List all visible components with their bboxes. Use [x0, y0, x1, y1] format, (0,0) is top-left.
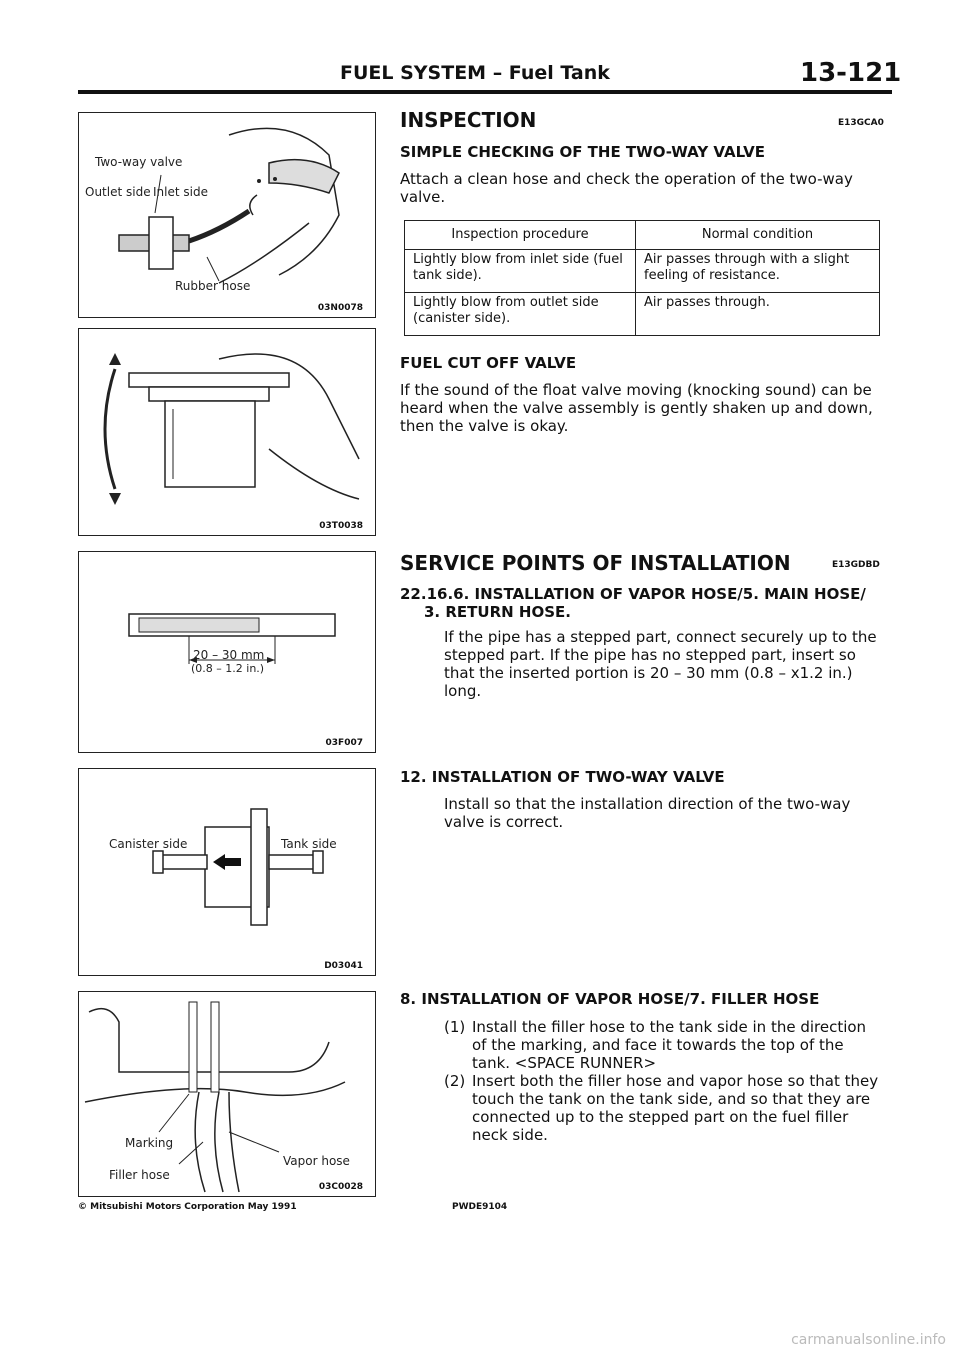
inspection-heading: INSPECTION [400, 108, 537, 132]
page-number: 13-121 [800, 58, 902, 88]
table-row [405, 250, 880, 293]
label-insertion-in: (0.8 – 1.2 in.) [191, 662, 265, 675]
two-way-valve-check-heading: SIMPLE CHECKING OF THE TWO-WAY VALVE [400, 143, 765, 161]
table-cell: Air passes through. [636, 293, 880, 336]
table-row [405, 293, 880, 336]
figure-two-way-valve-direction-illustration [79, 769, 375, 975]
footer-copyright: © Mitsubishi Motors Corporation May 1991 [78, 1202, 297, 1212]
label-outlet-side: Outlet side [85, 185, 151, 199]
section-title: FUEL SYSTEM – Fuel Tank [340, 62, 610, 84]
table-cell: Lightly blow from inlet side (fuel tank side). [405, 250, 636, 293]
table-header-condition: Normal condition [636, 221, 880, 250]
item1-text: If the pipe has a stepped part, connect securely up to the stepped part. If the pipe has no stepped part, insert so that the inserted portion is 20 – 30 mm (0.8 – x1.2 in.) long. [444, 628, 877, 700]
fuel-cut-off-valve-text: If the sound of the float valve moving (knocking sound) can be heard when the valve assembly is gently shaken up and down, then the valve is okay. [400, 381, 873, 435]
item3-step-2-text: Insert both the filler hose and vapor hose so that they touch the tank on the tank side, and so that they are connected up to the stepped part on the fuel filler neck side. [472, 1072, 879, 1144]
figure-two-way-valve-test [78, 112, 376, 318]
label-insertion-mm: 20 – 30 mm [193, 648, 265, 662]
item2-text: Install so that the installation direction of the two-way valve is correct. [444, 795, 851, 831]
item3-step-2-num: (2) [444, 1072, 466, 1090]
item3-step-1-num: (1) [444, 1018, 466, 1036]
table-cell: Air passes through with a slight feeling of resistance. [636, 250, 880, 293]
label-marking: Marking [125, 1136, 174, 1150]
table-header-procedure: Inspection procedure [405, 221, 636, 250]
figure-code: 03F007 [325, 738, 363, 748]
label-vapor-hose: Vapor hose [283, 1154, 350, 1168]
inspection-code: E13GCA0 [838, 118, 884, 128]
figure-filler-vapor-hose [78, 991, 376, 1197]
item3-heading: 8. INSTALLATION OF VAPOR HOSE/7. FILLER HOSE [400, 990, 820, 1008]
item1-heading-line1: 22.16.6. INSTALLATION OF VAPOR HOSE/5. MAIN HOSE/ [400, 585, 866, 603]
label-filler-hose: Filler hose [109, 1168, 170, 1182]
watermark: carmanualsonline.info [791, 1332, 946, 1348]
figure-two-way-valve-direction [78, 768, 376, 976]
figure-fuel-cut-off-valve-illustration [79, 329, 375, 535]
figure-code: 03C0028 [318, 1182, 363, 1192]
label-tank-side: Tank side [281, 837, 337, 851]
two-way-valve-check-text: Attach a clean hose and check the operation of the two-way valve. [400, 170, 853, 206]
table-cell: Lightly blow from outlet side (canister side). [405, 293, 636, 336]
figure-code: 03T0038 [319, 521, 363, 531]
figure-fuel-cut-off-valve [78, 328, 376, 536]
figure-code: D03041 [324, 961, 363, 971]
fuel-cut-off-valve-heading: FUEL CUT OFF VALVE [400, 354, 577, 372]
table-header-row [405, 221, 880, 250]
item3-step-1-text: Install the filler hose to the tank side in the direction of the marking, and face it towards the top of the tank. <SPACE RUNNER> [472, 1018, 867, 1072]
inspection-table [404, 220, 880, 336]
label-rubber-hose: Rubber hose [175, 279, 251, 293]
item1-heading-line2: 3. RETURN HOSE. [424, 603, 571, 621]
item2-heading: 12. INSTALLATION OF TWO-WAY VALVE [400, 768, 725, 786]
figure-pipe-insertion [78, 551, 376, 753]
label-two-way-valve: Two-way valve [95, 155, 183, 169]
service-points-heading: SERVICE POINTS OF INSTALLATION [400, 551, 791, 575]
service-points-code: E13GDBD [832, 560, 880, 570]
figure-code: 03N0078 [317, 303, 363, 313]
label-inlet-side: Inlet side [153, 185, 208, 199]
footer-doc-code: PWDE9104 [452, 1202, 508, 1212]
label-canister-side: Canister side [109, 837, 188, 851]
header-rule [78, 90, 892, 94]
